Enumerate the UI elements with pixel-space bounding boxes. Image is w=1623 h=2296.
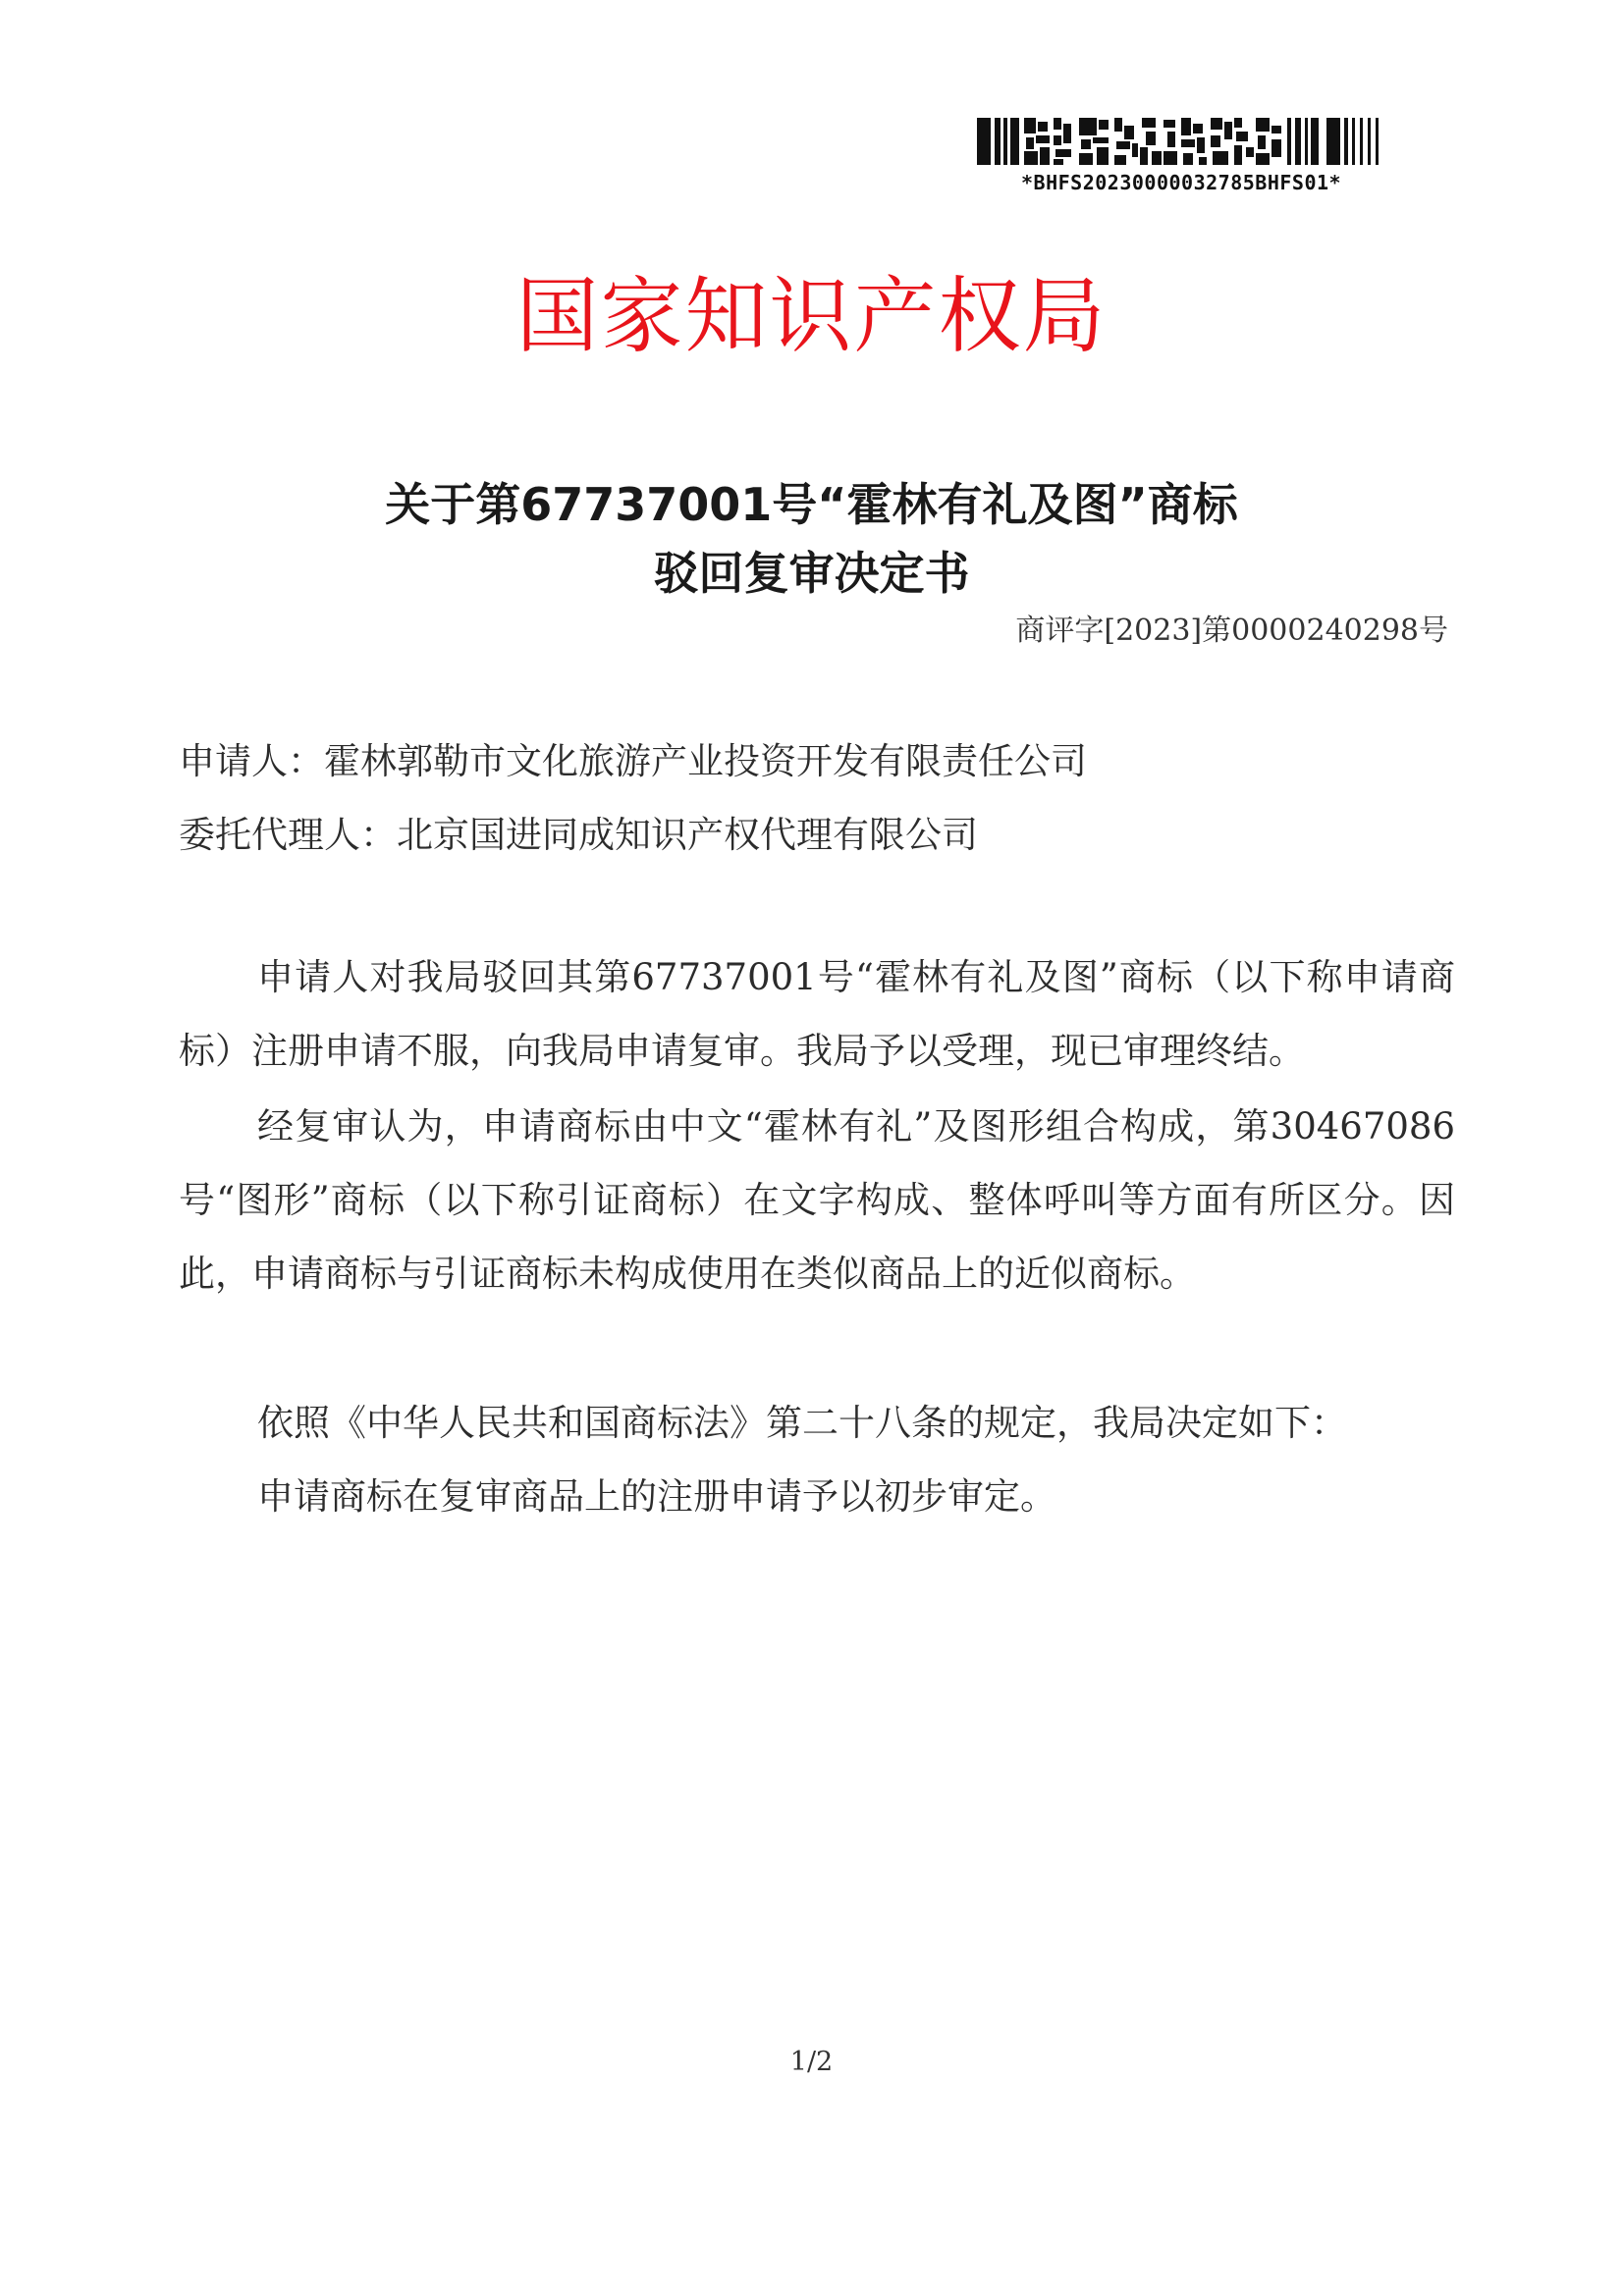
body-paragraph-2: 经复审认为，申请商标由中文“霍林有礼”及图形组合构成，第30467086号“图形”商标（以下称引证商标）在文字构成、整体呼叫等方面有所区分。因此，申请商标与引证商标未构成使用在类似商品上的近似商标。 (179, 1105, 1455, 1295)
body-paragraph-4: 申请商标在复审商品上的注册申请予以初步审定。 (257, 1475, 1056, 1518)
document-number: 商评字[2023]第0000240298号 (1015, 614, 1448, 648)
document-title-line2: 驳回复审决定书 (653, 547, 970, 600)
document-title-line1: 关于第67737001号“霍林有礼及图”商标 (385, 478, 1238, 531)
body-paragraph-3: 依照《中华人民共和国商标法》第二十八条的规定，我局决定如下： (257, 1402, 1347, 1444)
barcode-image (977, 118, 1387, 165)
barcode-text: *BHFS20230000032785BHFS01* (1021, 171, 1342, 194)
applicant-line: 申请人：霍林郭勒市文化旅游产业投资开发有限责任公司 (179, 740, 1087, 782)
agent-line: 委托代理人：北京国进同成知识产权代理有限公司 (179, 814, 978, 856)
agency-name: 国家知识产权局 (515, 268, 1108, 364)
body-paragraph-1: 申请人对我局驳回其第67737001号“霍林有礼及图”商标（以下称申请商标）注册申请不服，向我局申请复审。我局予以受理，现已审理终结。 (179, 956, 1455, 1072)
page-number: 1/2 (789, 2047, 834, 2077)
